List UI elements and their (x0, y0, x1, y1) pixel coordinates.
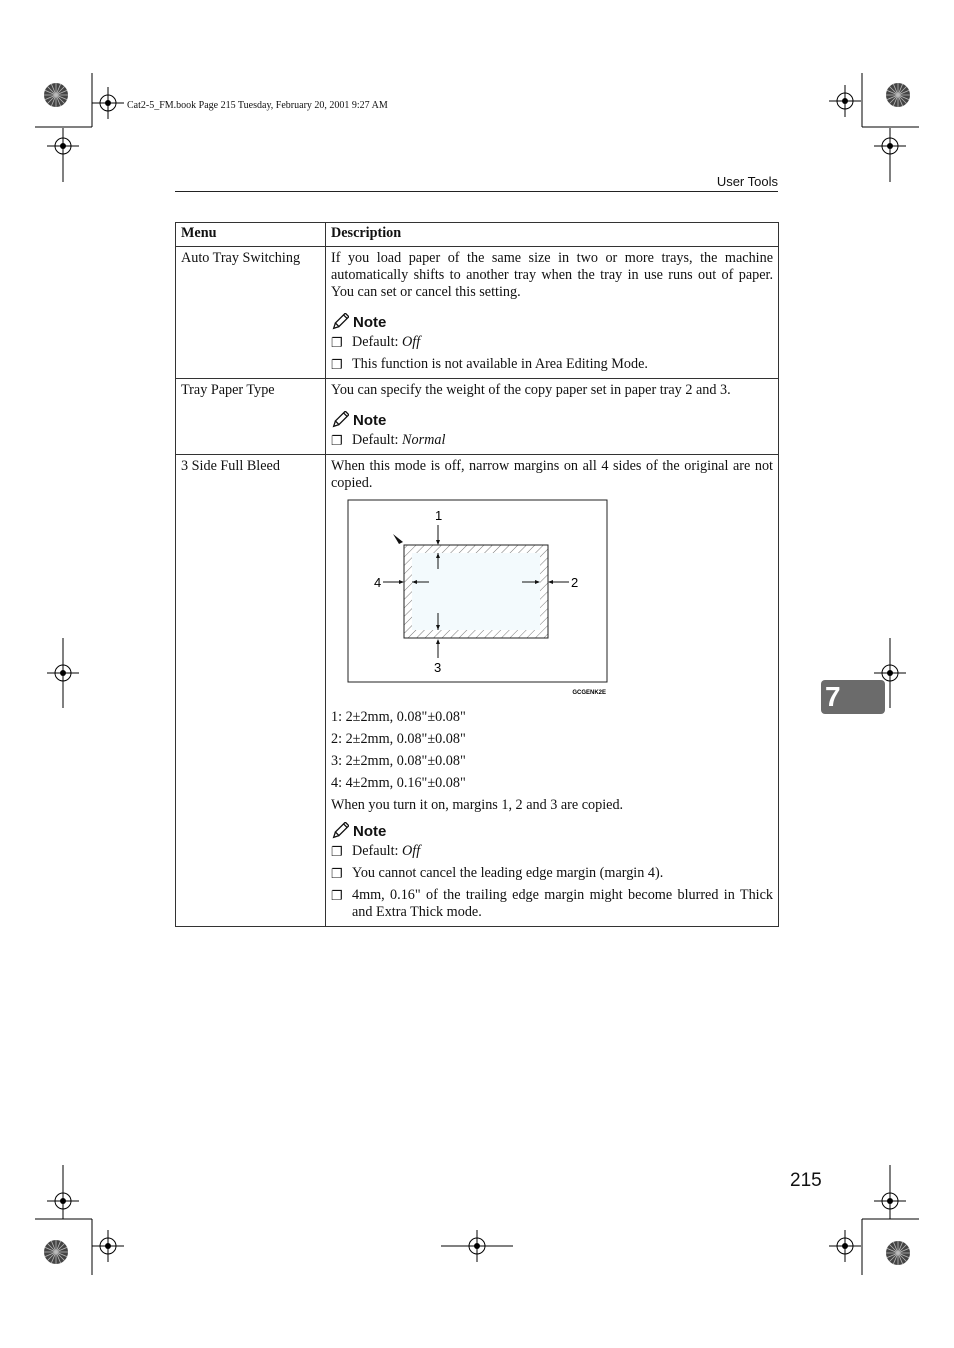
list-item (331, 432, 773, 449)
list-item (331, 887, 773, 921)
margin-value: 3: 2±2mm, 0.08"±0.08" (331, 753, 466, 769)
description-text: When this mode is off, narrow margins on all 4 sides of the original are not copied. (331, 458, 773, 491)
settings-table (175, 222, 779, 927)
note-list (331, 432, 773, 449)
note-text: Default: (352, 843, 403, 859)
table-header-row (176, 223, 779, 247)
margin-label-4: 4 (374, 575, 382, 590)
note-heading (331, 410, 773, 430)
margin-label-2: 2 (571, 575, 579, 590)
description-cell (326, 247, 779, 379)
header-rule (175, 191, 778, 192)
note-label: Note (353, 822, 387, 840)
note-emphasis: Normal (402, 432, 446, 448)
description-text: You can specify the weight of the copy paper set in paper tray 2 and 3. (331, 382, 731, 398)
note-emphasis: Off (402, 334, 421, 350)
section-title: User Tools (716, 174, 778, 189)
checkbox-icon: ❐ (331, 888, 343, 903)
pencil-icon (331, 822, 349, 840)
margin-diagram-svg (347, 495, 615, 700)
note-emphasis: Off (402, 843, 421, 859)
list-item (331, 334, 773, 351)
figure-code: GCGENK2E (572, 690, 606, 696)
description-cell (326, 455, 779, 927)
chapter-tab: 7 (821, 680, 885, 714)
pencil-icon (331, 411, 349, 429)
margin-label-1: 1 (435, 508, 443, 523)
print-info: Cat2-5_FM.book Page 215 Tuesday, February 20, 2001 9:27 AM (127, 100, 388, 111)
menu-cell: 3 Side Full Bleed (176, 455, 326, 927)
note-list (331, 334, 773, 373)
table-row (176, 379, 779, 455)
after-text: When you turn it on, margins 1, 2 and 3 are copied. (331, 797, 624, 813)
menu-cell: Auto Tray Switching (176, 247, 326, 379)
menu-cell: Tray Paper Type (176, 379, 326, 455)
margin-label-3: 3 (434, 660, 442, 675)
checkbox-icon: ❐ (331, 844, 343, 859)
note-heading (331, 312, 773, 332)
note-list (331, 843, 773, 921)
list-item (331, 843, 773, 860)
column-header-description: Description (326, 223, 779, 247)
checkbox-icon: ❐ (331, 433, 343, 448)
note-text: Default: (352, 334, 403, 350)
note-text: 4mm, 0.16" of the trailing edge margin might become blurred in Thick and Extra Thick mode. (352, 887, 773, 920)
pencil-icon (331, 313, 349, 331)
note-text: Default: (352, 432, 403, 448)
margin-diagram (331, 495, 773, 700)
copy-area (412, 553, 540, 630)
page-number: 215 (790, 1170, 822, 1191)
list-item (331, 356, 773, 373)
checkbox-icon: ❐ (331, 866, 343, 881)
description-text: If you load paper of the same size in two or more trays, the machine automatically shifts to another tray when the tray in use runs out of paper. You can set or cancel this setting. (331, 250, 773, 300)
note-label: Note (353, 313, 387, 331)
note-text: This function is not available in Area Editing Mode. (352, 356, 648, 372)
note-heading (331, 821, 773, 841)
margin-value: 1: 2±2mm, 0.08"±0.08" (331, 709, 466, 725)
checkbox-icon: ❐ (331, 357, 343, 372)
table-row (176, 247, 779, 379)
note-label: Note (353, 411, 387, 429)
table-row (176, 455, 779, 927)
margin-values (331, 709, 773, 814)
description-cell (326, 379, 779, 455)
margin-value: 2: 2±2mm, 0.08"±0.08" (331, 731, 466, 747)
checkbox-icon: ❐ (331, 335, 343, 350)
column-header-menu: Menu (176, 223, 326, 247)
list-item (331, 865, 773, 882)
margin-value: 4: 4±2mm, 0.16"±0.08" (331, 775, 466, 791)
note-text: You cannot cancel the leading edge margin (margin 4). (352, 865, 664, 881)
